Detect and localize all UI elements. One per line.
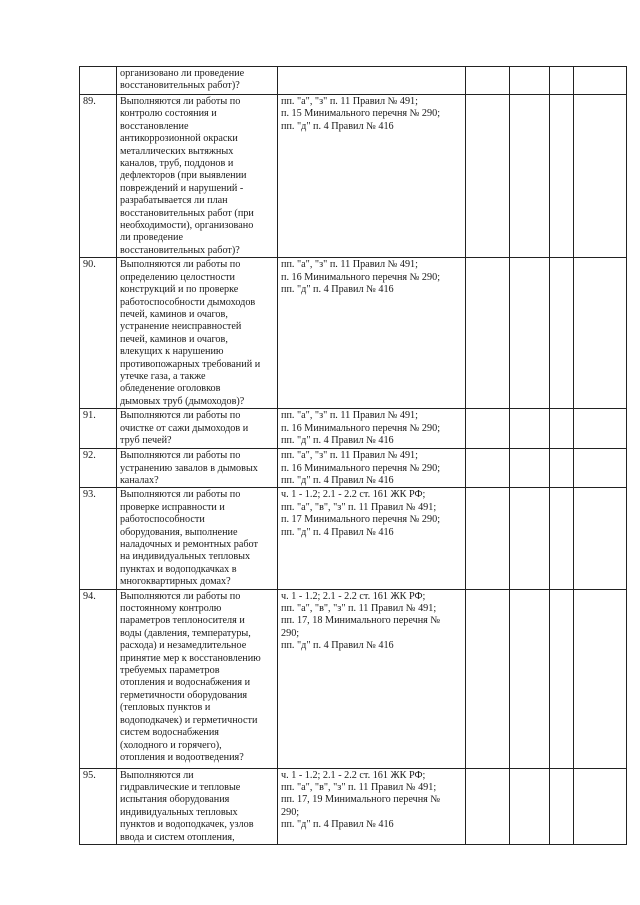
question-text-line: оборудования, выполнение [120, 526, 238, 538]
question-text-line: очистке от сажи дымоходов и [120, 422, 249, 434]
question-text-line: требуемых параметров [120, 665, 220, 677]
table-row [80, 449, 627, 488]
question-text-line: принятие мер к восстановлению [120, 652, 261, 664]
note-cell [574, 67, 627, 95]
legal-reference-cell [278, 449, 466, 488]
answer-yes-cell [466, 95, 510, 258]
question-text-line: восстановительных работ)? [120, 80, 240, 92]
question-cell [117, 409, 278, 449]
answer-no-cell [510, 67, 550, 95]
question-text-line: разрабатывается ли план [120, 195, 228, 207]
note-cell [574, 488, 627, 589]
answer-yes-cell [466, 67, 510, 95]
question-text-line: печей, каминов и очагов, [120, 333, 228, 345]
question-text-line: каналах? [120, 474, 159, 486]
question-text-line: испытания оборудования [120, 794, 230, 806]
question-text-line: Выполняются ли работы по [120, 450, 241, 462]
table-row [80, 589, 627, 768]
answer-yes-cell [466, 589, 510, 768]
question-text-line: повреждений и нарушений - [120, 182, 244, 194]
question-text-line: проверке исправности и [120, 501, 225, 513]
legal-reference-line: п. 16 Минимального перечня № 290; [281, 422, 441, 434]
question-text-line: противопожарных требований и [120, 358, 261, 370]
question-cell [117, 589, 278, 768]
question-text-line: устранению завалов в дымовых [120, 462, 258, 474]
note-cell [574, 768, 627, 844]
question-text-line: (холодного и горячего), [120, 739, 222, 751]
answer-na-cell [550, 768, 574, 844]
answer-no-cell [510, 95, 550, 258]
question-text-line: Выполняются ли работы по [120, 259, 241, 271]
question-text-line: каналов, труб, поддонов и [120, 158, 234, 170]
note-cell [574, 409, 627, 449]
question-text-line: влекущих к нарушению [120, 346, 224, 358]
legal-reference-line: ч. 1 - 1.2; 2.1 - 2.2 ст. 161 ЖК РФ; [281, 769, 426, 781]
question-text-line: Выполняются ли работы по [120, 489, 241, 501]
answer-no-cell [510, 409, 550, 449]
legal-reference-line: пп. "а", "з" п. 11 Правил № 491; [281, 96, 418, 107]
answer-no-cell [510, 768, 550, 844]
note-cell [574, 449, 627, 488]
question-text-line: печей, каминов и очагов, [120, 308, 228, 320]
answer-yes-cell [466, 409, 510, 449]
item-number: 93. [80, 488, 117, 589]
question-text-line: конструкций и по проверке [120, 284, 239, 296]
legal-reference-line: пп. "а", "в", "з" п. 11 Правил № 491; [281, 603, 437, 615]
question-text-line: контролю состояния и [120, 108, 217, 120]
answer-yes-cell [466, 449, 510, 488]
item-number: 95. [80, 768, 117, 844]
question-text-line: определению целостности [120, 271, 236, 283]
legal-reference-line: п. 17 Минимального перечня № 290; [281, 514, 441, 526]
question-text-line: дымовых труб (дымоходов)? [120, 395, 245, 407]
legal-reference-line: п. 16 Минимального перечня № 290; [281, 462, 441, 474]
legal-reference-line: ч. 1 - 1.2; 2.1 - 2.2 ст. 161 ЖК РФ; [281, 489, 426, 501]
question-text-line: ввода и систем отопления, [120, 831, 235, 843]
question-text-line: на индивидуальных тепловых [120, 551, 251, 563]
table-body [80, 67, 627, 845]
question-text-line: восстановительных работ (при [120, 207, 254, 219]
legal-reference-cell [278, 67, 466, 95]
legal-reference-line: пп. 17, 18 Минимального перечня № [281, 615, 441, 627]
question-text-line: пунктах и водоподкачках в [120, 563, 237, 575]
item-number: 91. [80, 409, 117, 449]
legal-reference-line: пп. "а", "з" п. 11 Правил № 491; [281, 259, 418, 271]
legal-reference-line: пп. "а", "з" п. 11 Правил № 491; [281, 410, 418, 422]
question-text-line: наладочных и ремонтных работ [120, 539, 258, 550]
question-text-line: Выполняются ли работы по [120, 410, 241, 422]
answer-yes-cell [466, 258, 510, 409]
question-text-line: утечке газа, а также [120, 370, 206, 382]
legal-reference-line: пп. "д" п. 4 Правил № 416 [281, 474, 394, 486]
question-cell [117, 67, 278, 95]
question-text-line: необходимости), организовано [120, 220, 254, 232]
answer-yes-cell [466, 488, 510, 589]
question-text-line: (тепловых пунктов и [120, 702, 211, 714]
item-number: 94. [80, 589, 117, 768]
question-text-line: многоквартирных домах? [120, 576, 231, 588]
legal-reference-line: пп. "а", "з" п. 11 Правил № 491; [281, 450, 418, 462]
question-text-line: отопления и водоотведения? [120, 751, 244, 763]
question-text-line: герметичности оборудования [120, 689, 248, 701]
legal-reference-cell [278, 409, 466, 449]
item-number [80, 67, 117, 95]
answer-yes-cell [466, 768, 510, 844]
question-text-line: постоянному контролю [120, 603, 222, 615]
question-text-line: параметров теплоносителя и [120, 615, 245, 627]
answer-na-cell [550, 488, 574, 589]
table-row [80, 95, 627, 258]
question-text-line: Выполняются ли работы по [120, 590, 241, 602]
question-text-line: Выполняются ли [120, 769, 194, 781]
question-cell [117, 768, 278, 844]
question-text-line: металлических вытяжных [120, 145, 234, 157]
question-cell [117, 95, 278, 258]
question-text-line: отопления и водоснабжения и [120, 677, 251, 689]
answer-na-cell [550, 67, 574, 95]
legal-reference-line: п. 15 Минимального перечня № 290; [281, 108, 441, 120]
item-number: 89. [80, 95, 117, 258]
answer-no-cell [510, 488, 550, 589]
table-row [80, 488, 627, 589]
question-text-line: обледенение оголовков [120, 383, 221, 395]
legal-reference-line: пп. "д" п. 4 Правил № 416 [281, 120, 394, 132]
legal-reference-line: п. 16 Минимального перечня № 290; [281, 271, 441, 283]
legal-reference-cell [278, 258, 466, 409]
question-text-line: восстановительных работ)? [120, 244, 240, 256]
question-text-line: дефлекторов (при выявлении [120, 170, 247, 182]
question-text-line: пунктов и водоподкачек, узлов [120, 819, 254, 831]
legal-reference-line: 290; [281, 806, 300, 818]
question-text-line: воды (давления, температуры, [120, 627, 251, 639]
legal-reference-line: пп. "д" п. 4 Правил № 416 [281, 526, 394, 538]
question-text-line: работоспособности дымоходов [120, 296, 256, 308]
checklist-table [79, 66, 627, 845]
question-text-line: антикоррозионной окраски [120, 133, 238, 145]
legal-reference-line: пп. "д" п. 4 Правил № 416 [281, 819, 394, 831]
question-text-line: индивидуальных тепловых [120, 806, 238, 818]
question-text-line: труб печей? [120, 434, 172, 446]
legal-reference-line: пп. "д" п. 4 Правил № 416 [281, 434, 394, 446]
legal-reference-line: пп. "д" п. 4 Правил № 416 [281, 284, 394, 296]
answer-na-cell [550, 449, 574, 488]
question-text-line: водоподкачек) и герметичности [120, 714, 258, 726]
legal-reference-cell [278, 589, 466, 768]
legal-reference-line: ч. 1 - 1.2; 2.1 - 2.2 ст. 161 ЖК РФ; [281, 590, 426, 602]
legal-reference-line: 290; [281, 627, 300, 639]
question-text-line: гидравлические и тепловые [120, 782, 241, 794]
note-cell [574, 258, 627, 409]
legal-reference-line: пп. "а", "в", "з" п. 11 Правил № 491; [281, 782, 437, 794]
legal-reference-line: пп. 17, 19 Минимального перечня № [281, 794, 441, 806]
answer-na-cell [550, 95, 574, 258]
question-cell [117, 258, 278, 409]
question-text-line: расхода) и незамедлительное [120, 640, 247, 652]
answer-na-cell [550, 409, 574, 449]
legal-reference-line: пп. "а", "в", "з" п. 11 Правил № 491; [281, 501, 437, 513]
item-number: 90. [80, 258, 117, 409]
table-row [80, 258, 627, 409]
question-text-line: систем водоснабжения [120, 727, 219, 739]
note-cell [574, 589, 627, 768]
question-text-line: организовано ли проведение [120, 68, 245, 79]
table-row [80, 409, 627, 449]
table-row [80, 67, 627, 95]
answer-na-cell [550, 258, 574, 409]
legal-reference-line: пп. "д" п. 4 Правил № 416 [281, 640, 394, 652]
answer-na-cell [550, 589, 574, 768]
legal-reference-cell [278, 768, 466, 844]
question-text-line: устранение неисправностей [120, 321, 242, 333]
answer-no-cell [510, 589, 550, 768]
answer-no-cell [510, 449, 550, 488]
question-text-line: ли проведение [120, 232, 183, 244]
note-cell [574, 95, 627, 258]
item-number: 92. [80, 449, 117, 488]
question-cell [117, 449, 278, 488]
legal-reference-cell [278, 95, 466, 258]
table-row [80, 768, 627, 844]
answer-no-cell [510, 258, 550, 409]
legal-reference-cell [278, 488, 466, 589]
question-text-line: Выполняются ли работы по [120, 96, 241, 107]
question-text-line: восстановление [120, 120, 189, 132]
question-cell [117, 488, 278, 589]
question-text-line: работоспособности [120, 514, 205, 526]
